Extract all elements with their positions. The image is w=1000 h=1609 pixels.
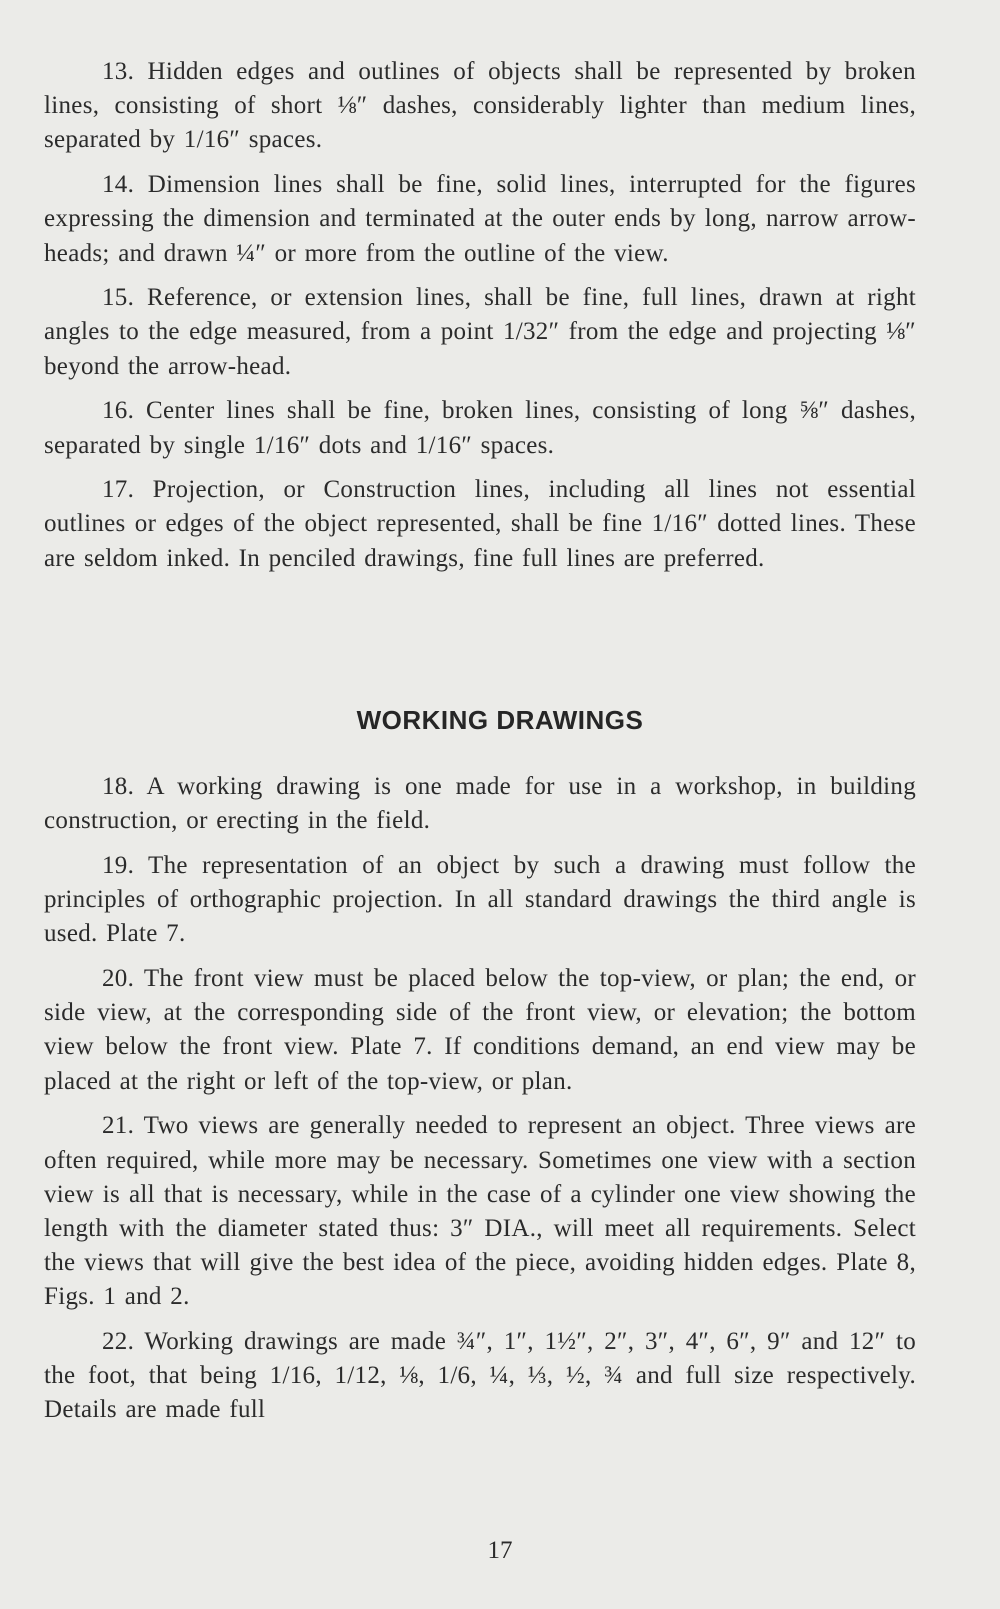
paragraph-14: 14. Dimension lines shall be fine, solid lines, interrupted for the figures expressing the dimension and terminated at the outer ends by long, narrow arrow-heads; and drawn ¼″ or more from the outline of the view.	[44, 171, 916, 267]
paragraph-21: 21. Two views are generally needed to represent an object. Three views are often required, while more may be necessary. Sometimes one view with a section view is all that is necessary, while in the case of a cylinder one view showing the length with the diameter stated thus: 3″ DIA., will meet all requirements. Select the views that will give the best idea of the piece, avoiding hidden edges. Plate 8, Figs. 1 and 2.	[44, 1112, 916, 1311]
paragraph-18: 18. A working drawing is one made for use in a workshop, in building construction, or erecting in the field.	[44, 773, 916, 835]
paragraph-16: 16. Center lines shall be fine, broken lines, consisting of long ⅝″ dashes, separated by single 1/16″ dots and 1/16″ spaces.	[44, 397, 916, 459]
page-number: 17	[487, 1537, 513, 1564]
paragraph-19: 19. The representation of an object by such a drawing must follow the principles of orthographic projection. In all standard drawings the third angle is used. Plate 7.	[44, 851, 916, 948]
section-heading: WORKING DRAWINGS	[356, 705, 644, 735]
paragraph-20: 20. The front view must be placed below the top-view, or plan; the end, or side view, at the corresponding side of the front view, or elevation; the bottom view below the front view. Plate 7. If conditions demand, an end view may be placed at the right or left of the top-view, or plan.	[44, 965, 916, 1095]
paragraph-22: 22. Working drawings are made ¾″, 1″, 1½″, 2″, 3″, 4″, 6″, 9″ and 12″ to the foot, that being 1/16, 1/12, ⅛, 1/6, ¼, ⅓, ½, ¾ and full size respectively. Details are made full	[44, 1328, 916, 1424]
paragraph-15: 15. Reference, or extension lines, shall be fine, full lines, drawn at right angles to the edge measured, from a point 1/32″ from the edge and projecting ⅛″ beyond the arrow-head.	[44, 284, 916, 380]
paragraph-17: 17. Projection, or Construction lines, including all lines not essential outlines or edges of the object represented, shall be fine 1/16″ dotted lines. These are seldom inked. In penciled drawings, fine full lines are preferred.	[44, 476, 916, 572]
paragraph-13: 13. Hidden edges and outlines of objects shall be represented by broken lines, consisting of short ⅛″ dashes, considerably lighter than medium lines, separated by 1/16″ spaces.	[44, 58, 916, 154]
working-drawings-section	[44, 770, 916, 1428]
rules-section	[44, 55, 916, 576]
